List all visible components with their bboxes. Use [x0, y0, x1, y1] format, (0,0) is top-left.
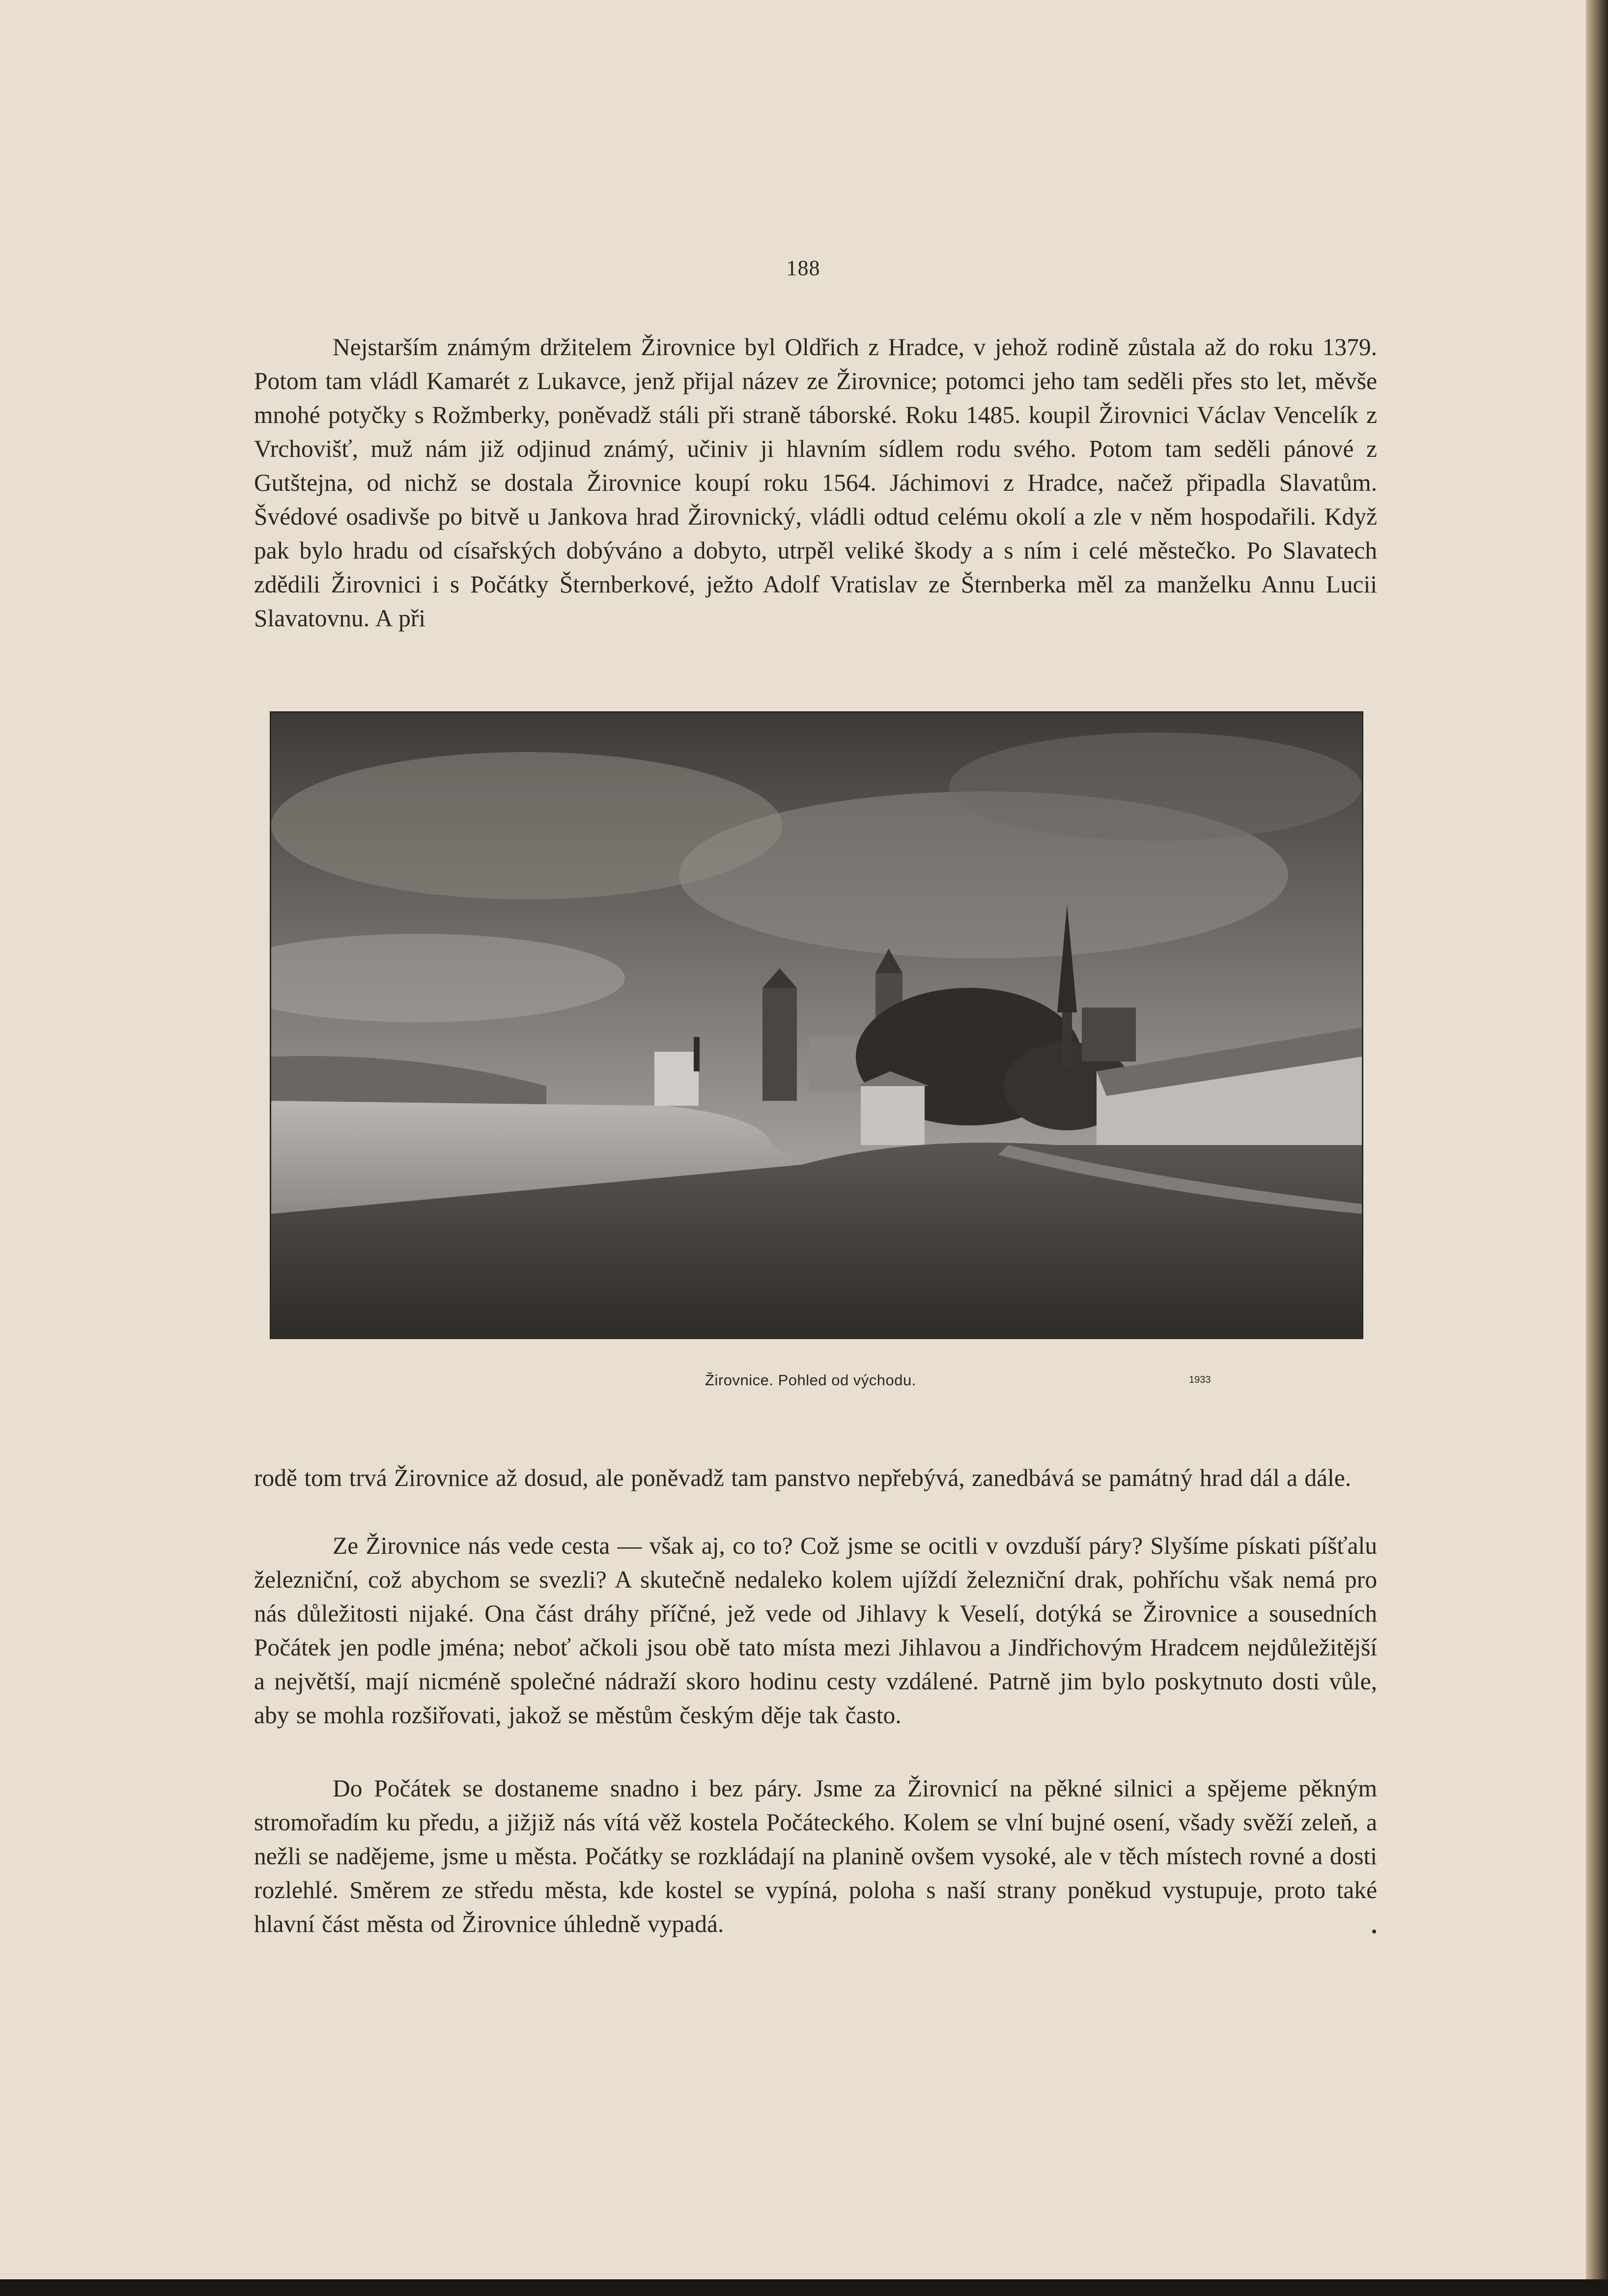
paragraph-3: Ze Žirovnice nás vede cesta — však aj, co to? Což jsme se ocitli v ovzduší páry? Slyšíme pískati píšťalu železniční, což abychom se svezli? A skutečně nedaleko kolem ujíždí železniční drak, pohříchu však nemá pro nás důležitosti nijaké. Ona část dráhy příčné, jež vede od Jihlavy k Veselí, dotýká se Žirovnice a sousedních Počátek jen podle jména; neboť ačkoli jsou obě tato místa mezi Jihlavou a Jindřichovým Hradcem nejdůležitější a největší, mají nicméně společné nádraží skoro hodinu cesty vzdálené. Patrně jim bylo poskytnuto dosti vůle, aby se mohla rozšiřovati, jakož se městům českým děje tak často.: [254, 1532, 1377, 1729]
cloud: [949, 732, 1362, 840]
castle-tower: [762, 988, 797, 1101]
scan-bottom-edge: [0, 2279, 1608, 2296]
page-number: 188: [786, 256, 820, 280]
illustration-zirovnice: [270, 711, 1363, 1339]
paragraph-2: rodě tom trvá Žirovnice až dosud, ale poněvadž tam panstvo nepřebývá, zanedbává se památný hrad dál a dále.: [254, 1464, 1352, 1491]
paragraph-1: Nejstarším známým držitelem Žirovnice byl Oldřich z Hradce, v jehož rodině zůstala až do roku 1379. Potom tam vládl Kamarét z Lukavce, jenž přijal název ze Žirovnice; potomci jeho tam seděli přes sto let, měvše mnohé potyčky s Rožmberky, poněvadž stáli při straně táborské. Roku 1485. koupil Žirovnici Václav Vencelík z Vrchovišť, muž nám již odjinud známý, učiniv ji hlavním sídlem rodu svého. Potom tam seděli pánové z Gutštejna, od nichž se dostala Žirovnice koupí roku 1564. Jáchimovi z Hradce, načež připadla Slavatům. Švédové osadivše po bitvě u Jankova hrad Žirovnický, vládli odtud celému okolí a zle v něm hospodařili. Když pak bylo hradu od císařských dobýváno a dobyto, utrpěl veliké škody a s ním i celé městečko. Po Slavatech zdědili Žirovnici i s Počátky Šternberkové, ježto Adolf Vratislav ze Šternberka měl za manželku Annu Lucii Slavatovnu. A při: [254, 334, 1377, 632]
chimney: [694, 1037, 700, 1071]
paragraph-4: Do Počátek se dostaneme snadno i bez páry. Jsme za Žirovnicí na pěkné silnici a spějeme pěkným stromořadím ku předu, a jižjiž nás vítá věž kostela Počáteckého. Kolem se vlní bujné osení, všady svěží zeleň, a nežli se nadějeme, jsme u města. Počátky se rozkládají na planině ovšem vysoké, ale v těch místech rovné a dosti rozlehlé. Směrem ze středu města, kde kostel se vypíná, poloha s naší strany poněkud vystupuje, proto také hlavní část města od Žirovnice úhledně vypadá.: [254, 1775, 1377, 1937]
church: [1082, 1008, 1136, 1062]
ink-dot: [1372, 1930, 1376, 1933]
church-steeple-base: [1062, 1008, 1072, 1066]
figure-caption: Žirovnice. Pohled od východu.: [705, 1372, 916, 1389]
book-spine-edge: [1586, 0, 1608, 2296]
distant-building: [654, 1052, 699, 1106]
plate-number: 1933: [1189, 1374, 1211, 1385]
landscape-engraving: [271, 713, 1362, 1338]
house: [861, 1086, 925, 1145]
